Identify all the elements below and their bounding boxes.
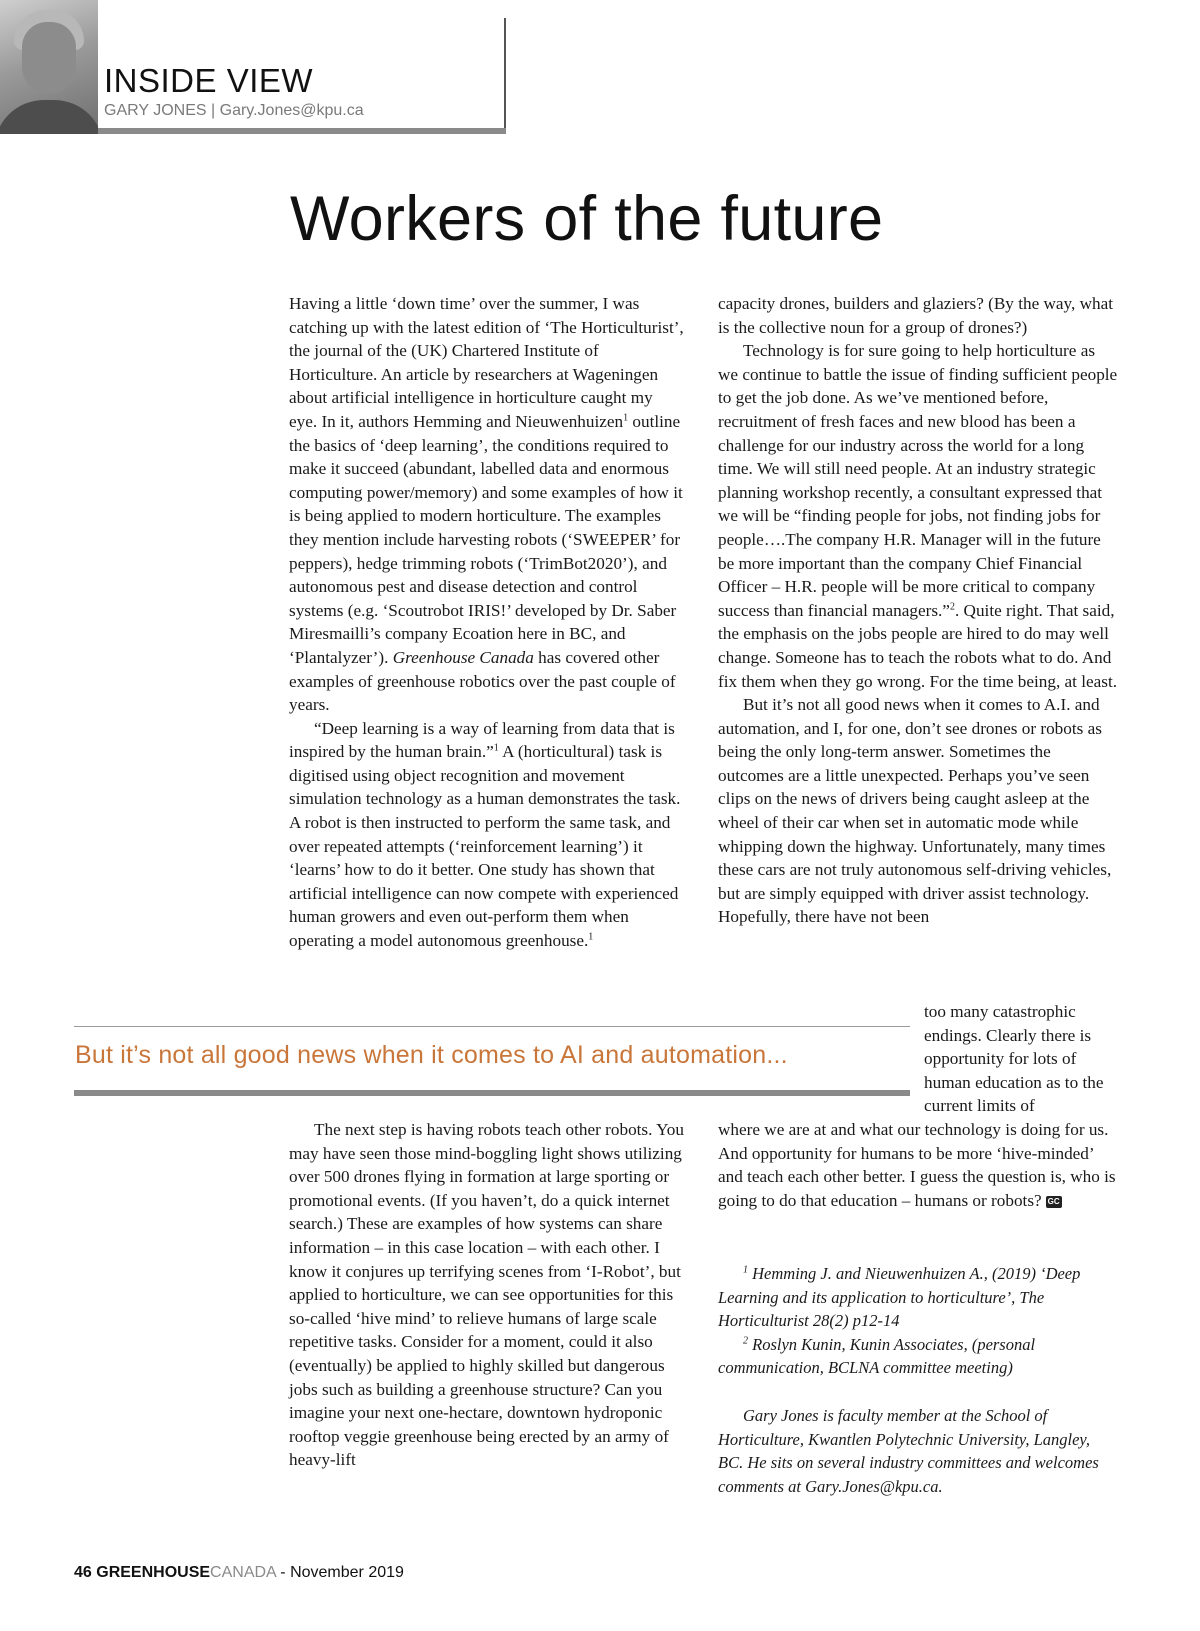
- pull-quote-bottom-rule: [74, 1090, 910, 1096]
- author-bio: Gary Jones is faculty member at the School of Horticulture, Kwantlen Polytechnic University, Langley, BC. He sits on several industry committees and welcomes comments at Gary.Jones@kpu.ca.: [718, 1406, 1099, 1496]
- paragraph-6-end: where we are at and what our technology is doing for us. And opportunity for humans to be more ‘hive-minded’ and teach each other better. I guess the question is, who is going to do that education – humans or robots? GC: [718, 1120, 1116, 1210]
- paragraph-4: capacity drones, builders and glaziers? (By the way, what is the collective noun for a group of drones?): [718, 294, 1114, 337]
- paragraph-1: Having a little ‘down time’ over the summer, I was catching up with the latest edition of ‘The Horticulturist’, the journal of the (UK) Chartered Institute of Horticulture. An article by researchers at Wageningen about artificial intelligence in horticulture caught my eye. In it, authors Hemming and Nieuwenhuizen$^1$ outline the basics of ‘deep learning’, the conditions required to make it succeed (abundant, labelled data and enormous computing power/memory) and some examples of how it is being applied to modern horticulture. The examples they mention include harvesting robots (‘SWEEPER’ for peppers), hedge trimming robots (‘TrimBot2020’), and autonomous pest and disease detection and control systems (e.g. ‘Scoutrobot IRIS!’ developed by Dr. Saber Miresmailli’s company Ecoation here in BC, and ‘Plantalyzer’). Greenhouse Canada has covered other examples of greenhouse robotics over the past couple of years.: [289, 294, 684, 715]
- author-shoulders: [0, 100, 98, 134]
- author-name: GARY JONES: [104, 102, 207, 119]
- pull-quote: But it’s not all good news when it comes to AI and automation...: [75, 1041, 788, 1069]
- page-footer: [74, 1564, 404, 1582]
- column-2-bottom: [718, 1118, 1118, 1212]
- footnote-2: $^2$ Roslyn Kunin, Kunin Associates, (personal communication, BCLNA committee meeting): [718, 1334, 1036, 1378]
- header-horizontal-rule: [98, 128, 506, 134]
- paragraph-2: “Deep learning is a way of learning from data that is inspired by the human brain.”$^1$ A (horticultural) task is digitised using object recognition and movement simulation technology as a human demonstrates the task. A robot is then instructed to perform the same task, and over repeated attempts (‘reinforcement learning’) it ‘learns’ how to do it better. One study has shown that artificial intelligence can now compete with experienced human growers and even out-perform them when operating a model autonomous greenhouse.$^1$: [289, 718, 681, 951]
- page-title: Workers of the future: [290, 184, 884, 254]
- footnote-1: $^1$ Hemming J. and Nieuwenhuizen A., (2019) ‘Deep Learning and its application to horticulture’, The Horticulturist 28(2) p12-14: [718, 1264, 1081, 1331]
- publication-name: Greenhouse Canada: [392, 647, 534, 667]
- end-mark-icon: GC: [1047, 1196, 1060, 1206]
- author-photo: [0, 0, 98, 134]
- column-1-top: [289, 292, 684, 953]
- byline: [104, 102, 364, 120]
- paragraph-6: But it’s not all good news when it comes to A.I. and automation, and I, for one, don’t see drones or robots as being the only long-term answer. Sometimes the outcomes are a little unexpected. Perhaps you’ve seen clips on the news of drivers being caught asleep at the wheel of their car when set in automatic mode while whipping down the highway. Unfortunately, many times these cars are not truly autonomous self-driving vehicles, but are simply equipped with driver assist technology. Hopefully, there have not been: [718, 695, 1112, 927]
- column-2-narrow: [924, 1000, 1118, 1118]
- paragraph-5: Technology is for sure going to help horticulture as we continue to battle the issue of finding sufficient people to get the job done. As we’ve mentioned before, recruitment of fresh faces and new blood has been a challenge for our industry across the world for a long time. We will still need people. At an industry strategic planning workshop recently, a consultant expressed that we will be “finding people for jobs, not finding jobs for people….The company H.R. Manager will in the future be more important than the company Chief Financial Officer – H.R. people will be more critical to company success than financial managers.”$^2$. Quite right. That said, the emphasis on the jobs people are hired to do may well change. Someone has to teach the robots what to do. And fix them when they go wrong. For the time being, at least.: [718, 341, 1118, 691]
- column-1-bottom: [289, 1118, 684, 1472]
- header-vertical-rule: [504, 18, 506, 134]
- author-email[interactable]: Gary.Jones@kpu.ca: [219, 102, 364, 119]
- issue-date: - November 2019: [280, 1564, 404, 1581]
- column-2-top: [718, 292, 1118, 929]
- brand-canada: CANADA: [210, 1564, 276, 1581]
- section-title: INSIDE VIEW: [104, 62, 314, 99]
- footnotes: [718, 1262, 1118, 1380]
- author-face: [22, 22, 76, 94]
- pull-quote-top-rule: [74, 1026, 910, 1027]
- paragraph-3: The next step is having robots teach other robots. You may have seen those mind-boggling light shows utilizing over 500 drones flying in formation at large sporting or promotional events. (If you haven’t, do a quick internet search.) These are examples of how systems can share information – in this case location – with each other. I know it conjures up terrifying scenes from ‘I-Robot’, but applied to horticulture, we can see opportunities for this so-called ‘hive mind’ to relieve humans of large scale repetitive tasks. Consider for a moment, could it also (eventually) be applied to highly skilled but dangerous jobs such as building a greenhouse structure? Can you imagine your next one-hectare, downtown hydroponic rooftop veggie greenhouse being erected by an army of heavy-lift: [289, 1120, 684, 1470]
- paragraph-6-narrow: too many catastrophic endings. Clearly there is opportunity for lots of human education as to the current limits of: [924, 1002, 1104, 1116]
- byline-separator: |: [211, 102, 216, 119]
- page-number: 46: [74, 1564, 92, 1581]
- brand-greenhouse: GREENHOUSE: [96, 1564, 211, 1581]
